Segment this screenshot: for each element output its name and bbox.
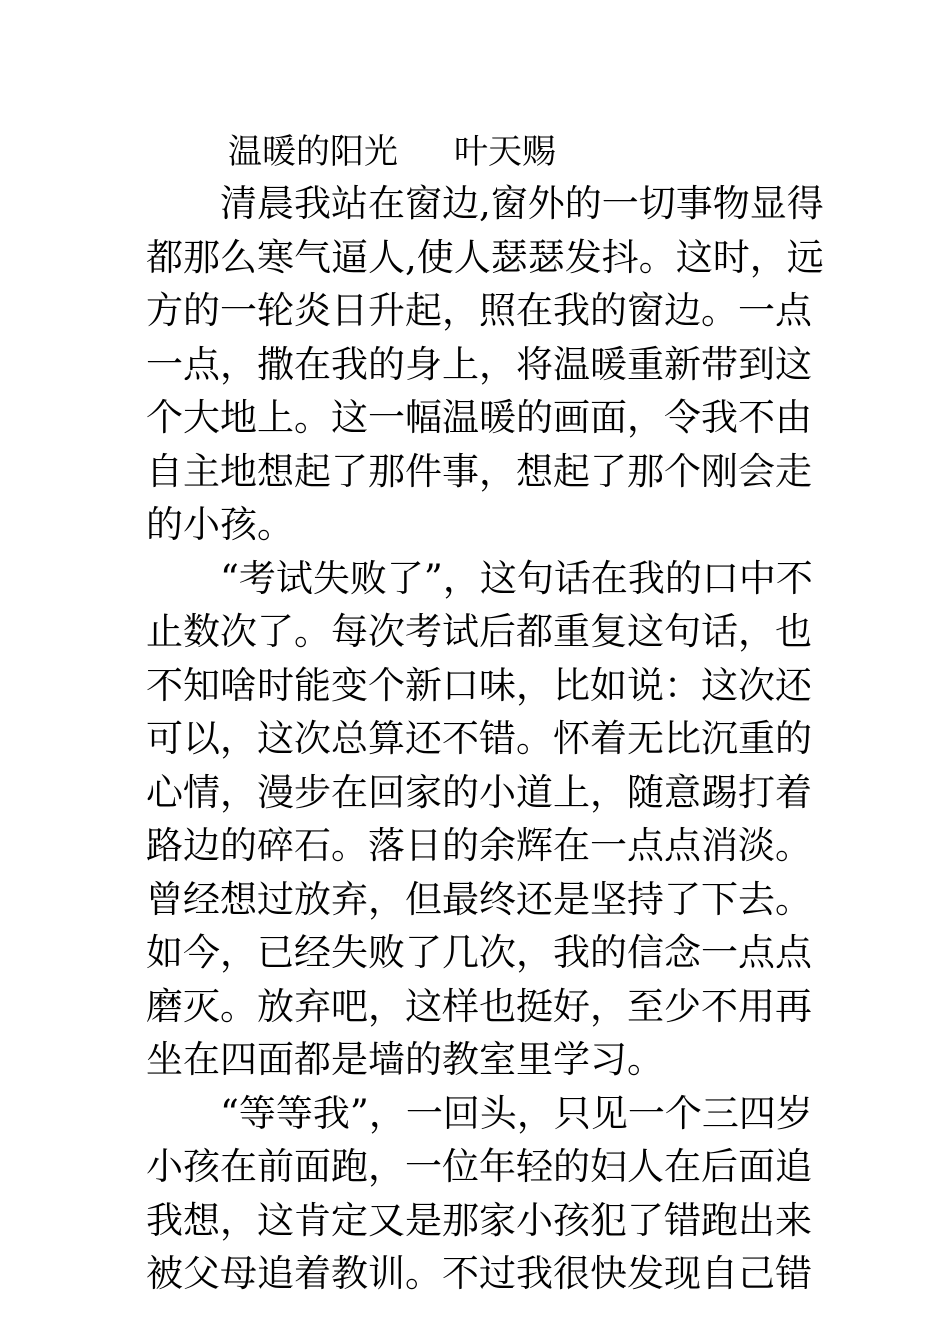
paragraph-2-line-1: “考试失败了”，这句话在我的口中不 (220, 556, 813, 600)
essay-header (228, 130, 556, 174)
paragraph-2-line-4: 可以，这次总算还不错。怀着无比沉重的 (146, 717, 812, 760)
paragraph-2-line-9: 磨灭。放弃吧，这样也挺好，至少不用再 (146, 984, 812, 1028)
paragraph-2-line-10: 坐在四面都是墙的教室里学习。 (146, 1038, 664, 1081)
paragraph-2-line-6: 路边的碎石。落日的余辉在一点点消淡。 (146, 824, 812, 867)
paragraph-1-line-1: 清晨我站在窗边,窗外的一切事物显得 (220, 182, 824, 225)
paragraph-3-line-3: 我想，这肯定又是那家小孩犯了错跑出来 (146, 1198, 812, 1242)
paragraph-3-line-4: 被父母追着教训。不过我很快发现自己错 (146, 1252, 812, 1295)
paragraph-1-line-2: 都那么寒气逼人,使人瑟瑟发抖。这时，远 (146, 235, 824, 279)
paragraph-3-line-1: “等等我”，一回头，只见一个三四岁 (220, 1091, 813, 1135)
paragraph-1-line-3: 方的一轮炎日升起，照在我的窗边。一点 (146, 289, 812, 332)
paragraph-1-line-7: 的小孩。 (146, 503, 294, 546)
essay-title: 温暖的阳光 (228, 132, 398, 172)
paragraph-2-line-2: 止数次了。每次考试后都重复这句话，也 (146, 610, 812, 653)
essay-author: 叶天赐 (454, 132, 556, 172)
paragraph-1-line-6: 自主地想起了那件事，想起了那个刚会走 (146, 449, 812, 493)
paragraph-2-line-5: 心情，漫步在回家的小道上，随意踢打着 (146, 770, 812, 814)
paragraph-2-line-3: 不知啥时能变个新口味，比如说：这次还 (146, 663, 812, 707)
paragraph-1-line-4: 一点，撒在我的身上，将温暖重新带到这 (146, 342, 812, 386)
paragraph-1-line-5: 个大地上。这一幅温暖的画面，令我不由 (146, 396, 812, 439)
paragraph-2-line-7: 曾经想过放弃，但最终还是坚持了下去。 (146, 877, 812, 921)
paragraph-3-line-2: 小孩在前面跑，一位年轻的妇人在后面追 (146, 1145, 812, 1188)
paragraph-2-line-8: 如今，已经失败了几次，我的信念一点点 (146, 931, 812, 974)
essay-body (146, 177, 824, 1301)
